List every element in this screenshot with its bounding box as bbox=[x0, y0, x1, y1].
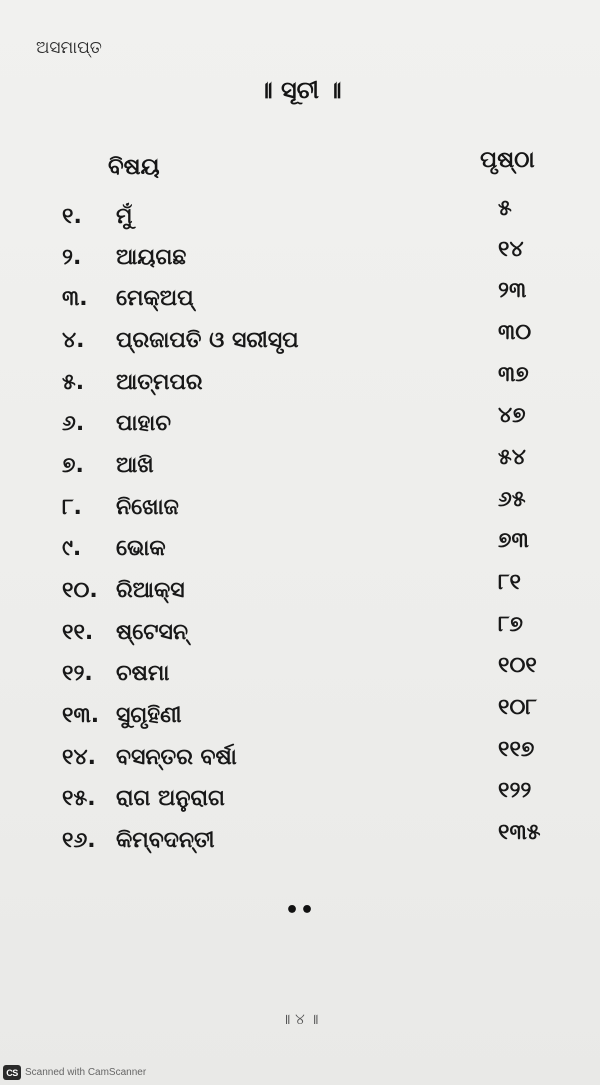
entry-title: ରାଗ ଅନୁରାଗ bbox=[116, 786, 225, 811]
entry-title: ଭୋକ bbox=[116, 536, 166, 561]
entry-number: ୧୧. bbox=[62, 620, 94, 645]
entry-page: ୪୭ bbox=[498, 403, 526, 428]
entry-number: ୧୩. bbox=[62, 703, 100, 728]
entry-title: ମେକ୍‌ଅପ୍ bbox=[116, 286, 194, 311]
entry-page: ୬୫ bbox=[498, 487, 526, 512]
section-divider: •• bbox=[284, 898, 316, 923]
entry-title: ଆୟଗଛ bbox=[116, 245, 187, 270]
entry-page: ୫୪ bbox=[498, 445, 526, 470]
entry-number: ୮. bbox=[62, 495, 82, 520]
entry-page: ୧୩୫ bbox=[498, 820, 541, 845]
toc-title: ॥ ସୂଚୀ ॥ bbox=[258, 76, 342, 104]
entry-page: ୧୪ bbox=[498, 237, 524, 262]
entry-title: ଷ୍ଟେସନ୍ bbox=[116, 620, 189, 645]
subject-column-heading: ବିଷୟ bbox=[108, 154, 160, 180]
entry-number: ୧୦. bbox=[62, 578, 98, 603]
entry-number: ୨. bbox=[62, 245, 82, 270]
entry-page: ୮୧ bbox=[498, 570, 521, 595]
entry-page: ୧୦୧ bbox=[498, 653, 537, 678]
page-number: ॥ ୪ ॥ bbox=[281, 1010, 319, 1028]
entry-page: ୩୦ bbox=[498, 320, 532, 345]
camscanner-logo-icon: CS bbox=[3, 1065, 21, 1080]
entry-title: ଆତ୍ମପର bbox=[116, 370, 203, 395]
entry-page: ୮୭ bbox=[498, 612, 523, 637]
entry-number: ୪. bbox=[62, 328, 85, 353]
entry-number: ୧୬. bbox=[62, 828, 96, 853]
entry-page: ୧୨୨ bbox=[498, 778, 532, 803]
entry-title: ଆଖି bbox=[116, 453, 154, 478]
entry-title: ରିଆକ୍ସ bbox=[116, 578, 185, 603]
scanner-watermark bbox=[3, 1065, 146, 1080]
entry-number: ୬. bbox=[62, 411, 85, 436]
entry-title: ପ୍ରଜାପତି ଓ ସରୀସୃପ bbox=[116, 328, 299, 353]
entry-title: ସୁଗୃହିଣୀ bbox=[116, 703, 182, 728]
entry-number: ୩. bbox=[62, 286, 88, 311]
entry-page: ୫ bbox=[498, 196, 512, 221]
entry-number: ୧୨. bbox=[62, 661, 93, 686]
entry-number: ୭. bbox=[62, 453, 84, 478]
entry-title: ନିଖୋଜ bbox=[116, 495, 179, 520]
entry-number: ୧. bbox=[62, 204, 82, 229]
entry-number: ୧୪. bbox=[62, 745, 96, 770]
entry-number: ୯. bbox=[62, 536, 82, 561]
page-column-heading: ପୃଷ୍ଠା bbox=[480, 147, 535, 173]
toc-row bbox=[0, 820, 600, 868]
entry-number: ୫. bbox=[62, 370, 85, 395]
entry-page: ୭୩ bbox=[498, 528, 529, 553]
entry-page: ୧୧୭ bbox=[498, 737, 535, 762]
book-title-header: ଅସମାପ୍ତ bbox=[36, 38, 102, 58]
entry-page: ୨୩ bbox=[498, 278, 527, 303]
entry-number: ୧୫. bbox=[62, 786, 96, 811]
entry-title: କିମ୍ବଦନ୍ତୀ bbox=[116, 828, 215, 853]
entry-title: ମୁଁ bbox=[116, 204, 133, 229]
entry-title: ବସନ୍ତର ବର୍ଷା bbox=[116, 745, 237, 770]
entry-page: ୩୭ bbox=[498, 362, 529, 387]
entry-title: ଚଷମା bbox=[116, 661, 170, 686]
entry-title: ପାହାଚ bbox=[116, 411, 171, 436]
entry-page: ୧୦୮ bbox=[498, 695, 537, 720]
scanner-label: Scanned with CamScanner bbox=[25, 1067, 147, 1078]
